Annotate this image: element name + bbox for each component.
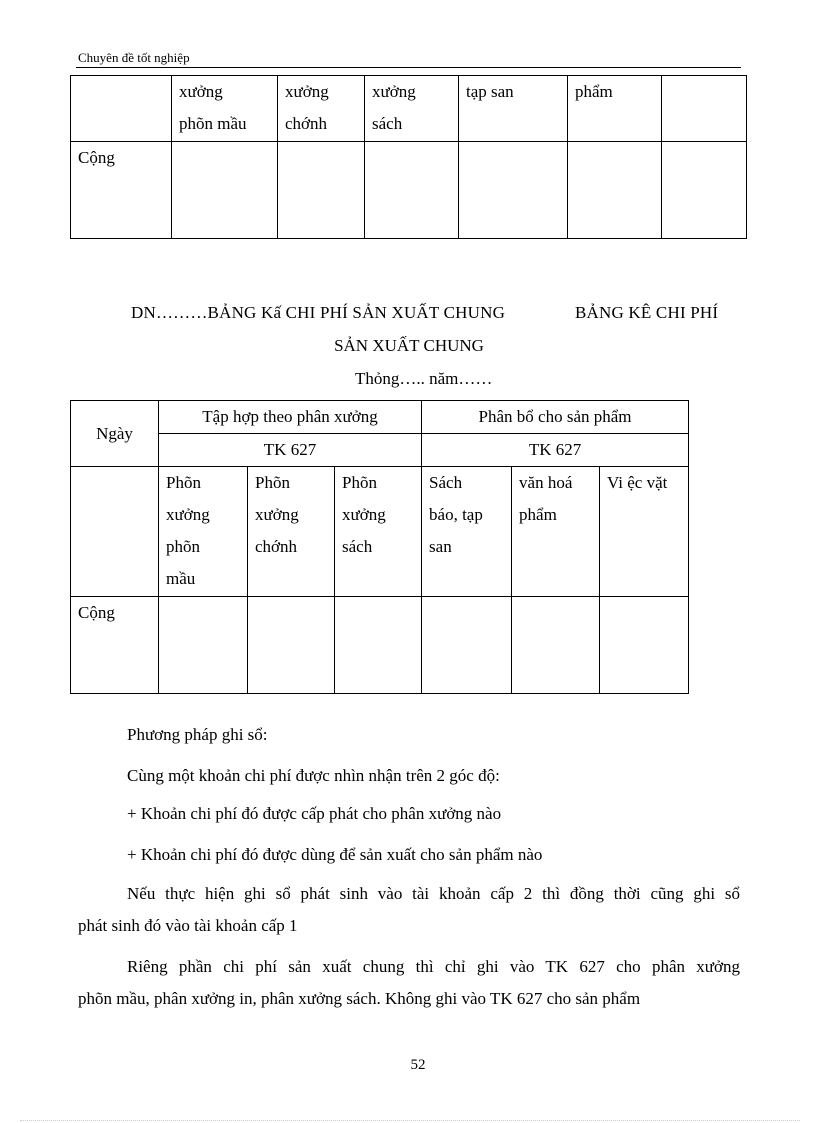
table-cell bbox=[278, 142, 365, 239]
table-cell: xưởng sách bbox=[365, 76, 459, 142]
table-row bbox=[71, 597, 689, 694]
column-header: Phõn xưởng sách bbox=[335, 467, 422, 597]
table-cell bbox=[159, 597, 248, 694]
paragraph-continuation: phát sinh đó vào tài khoản cấp 1 bbox=[78, 916, 298, 935]
table-row bbox=[71, 401, 689, 434]
table-cell bbox=[662, 76, 747, 142]
paragraph-continuation: phõn mầu, phân xưởng in, phân xưởng sách. Không ghi vào TK 627 cho sản phẩm bbox=[78, 989, 641, 1008]
table-cell bbox=[459, 142, 568, 239]
header-divider bbox=[76, 67, 741, 68]
column-header: văn hoá phẩm bbox=[512, 467, 600, 597]
table-row bbox=[71, 434, 689, 467]
paragraph: Nếu thực hiện ghi sổ phát sinh vào tài khoản cấp 2 thì đồng thời cũng ghi sổ bbox=[127, 884, 740, 903]
table-cell bbox=[365, 142, 459, 239]
table-cell: tạp san bbox=[459, 76, 568, 142]
table-cell: phẩm bbox=[568, 76, 662, 142]
table-cell bbox=[600, 597, 689, 694]
column-header: Sách báo, tạp san bbox=[422, 467, 512, 597]
group-header-product: Phân bổ cho sản phẩm bbox=[422, 401, 689, 434]
column-header: Phõn xưởng phõn mầu bbox=[159, 467, 248, 597]
column-header: Phõn xưởng chớnh bbox=[248, 467, 335, 597]
table-cell bbox=[422, 597, 512, 694]
table-cell bbox=[172, 142, 278, 239]
total-label: Cộng bbox=[71, 142, 172, 239]
section-heading-line1 bbox=[131, 303, 719, 323]
heading-line2-text: SẢN XUẤT CHUNG bbox=[334, 336, 484, 355]
table-cell bbox=[335, 597, 422, 694]
page-bottom-divider bbox=[20, 1120, 800, 1121]
paragraph: + Khoản chi phí đó được cấp phát cho phân xưởng nào bbox=[127, 804, 502, 823]
paragraph: Riêng phần chi phí sản xuất chung thì chỉ ghi vào TK 627 cho phân xưởng bbox=[127, 957, 740, 976]
table-row bbox=[71, 142, 747, 239]
document-header-title: Chuyên đề tốt nghiệp bbox=[78, 50, 190, 65]
page-number: 52 bbox=[410, 1057, 426, 1073]
paragraph: Cùng một khoản chi phí được nhìn nhận trên 2 góc độ: bbox=[127, 766, 500, 785]
section-heading-line2 bbox=[0, 336, 816, 356]
table-cell bbox=[568, 142, 662, 239]
table-cell bbox=[71, 467, 159, 597]
table-row bbox=[71, 76, 747, 142]
account-code-workshop: TK 627 bbox=[159, 434, 422, 467]
account-code-product: TK 627 bbox=[422, 434, 689, 467]
total-label: Cộng bbox=[71, 597, 159, 694]
paragraph: Phương pháp ghi sổ: bbox=[127, 725, 268, 744]
table-cell bbox=[71, 76, 172, 142]
column-header-date: Ngày bbox=[71, 401, 159, 467]
column-header: Vi ệc vặt bbox=[600, 467, 689, 597]
heading-right: BẢNG KÊ CHI PHÍ bbox=[575, 303, 719, 322]
table-cell bbox=[662, 142, 747, 239]
group-header-workshop: Tập hợp theo phân xưởng bbox=[159, 401, 422, 434]
table-cell: xưởng chớnh bbox=[278, 76, 365, 142]
heading-left: DN………BẢNG Kấ CHI PHÍ SẢN XUẤT CHUNG bbox=[131, 303, 506, 322]
paragraph: + Khoản chi phí đó được dùng để sản xuất cho sản phẩm nào bbox=[127, 845, 543, 864]
table-continuation bbox=[70, 75, 747, 239]
table-cell bbox=[512, 597, 600, 694]
table-cell bbox=[248, 597, 335, 694]
table-cell: xưởng phõn mầu bbox=[172, 76, 278, 142]
overhead-cost-table bbox=[70, 400, 689, 694]
section-heading-period: Thỏng….. năm…… bbox=[355, 369, 493, 388]
table-row bbox=[71, 467, 689, 597]
